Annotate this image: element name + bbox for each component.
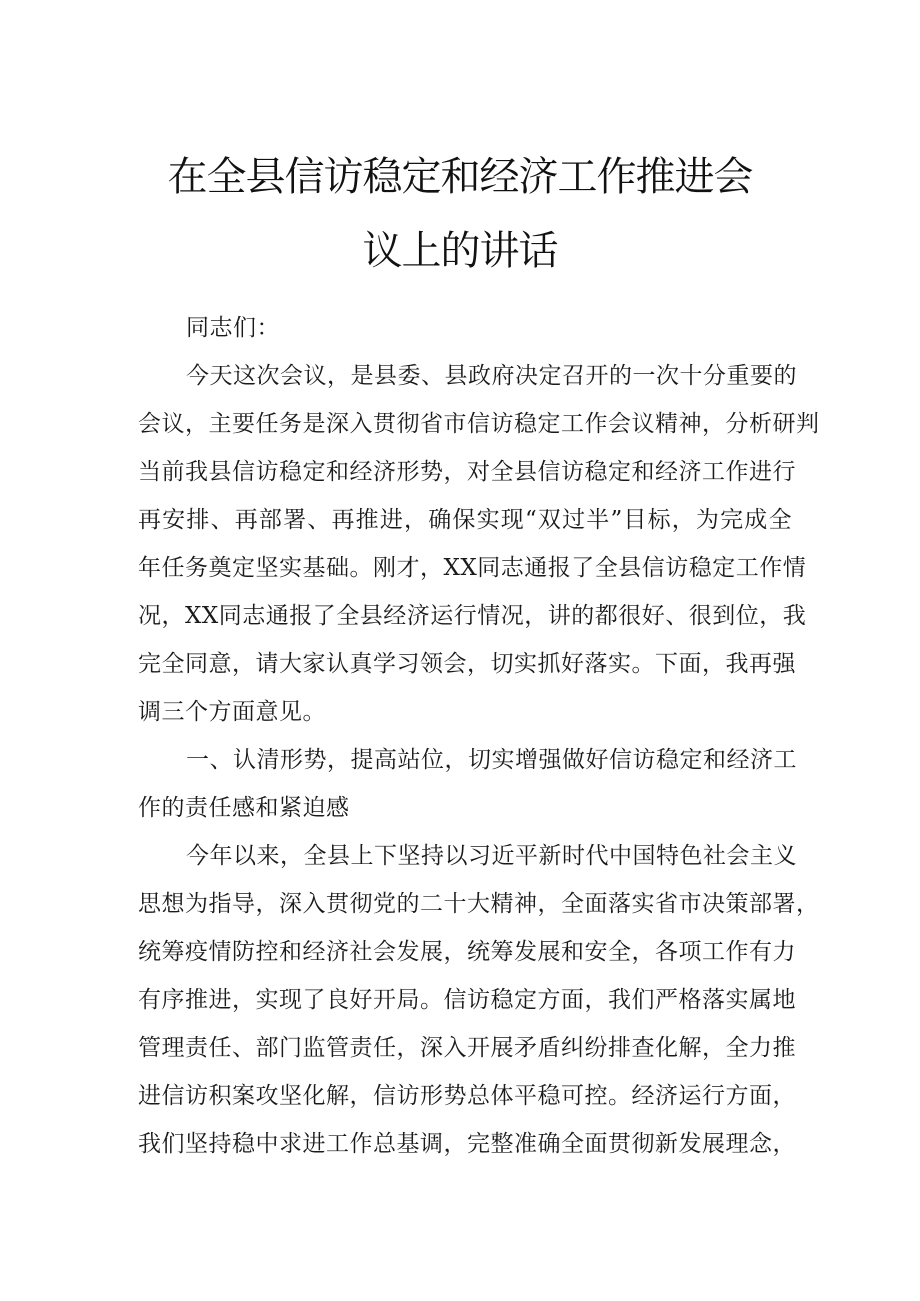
paragraph-1-line-1: 今天这次会议，是县委、县政府决定召开的一次十分重要的	[186, 363, 797, 389]
paragraph-1-line-6: 况，XX同志通报了全县经济运行情况，讲的都很好、很到位，我	[138, 603, 807, 629]
document-title-line-2: 议上的讲话	[362, 228, 558, 274]
section-1-heading-line-2: 作的责任感和紧迫感	[138, 795, 350, 821]
paragraph-2-line-1: 今年以来，全县上下坚持以习近平新时代中国特色社会主义	[186, 843, 797, 869]
document-title-line-1: 在全县信访稳定和经济工作推进会	[167, 154, 753, 200]
paragraph-2-line-6: 进信访积案攻坚化解，信访形势总体平稳可控。经济运行方面，	[138, 1083, 796, 1109]
paragraph-2-line-4: 有序推进，实现了良好开局。信访稳定方面，我们严格落实属地	[138, 987, 796, 1013]
salutation: 同志们：	[186, 315, 280, 341]
paragraph-2-line-3: 统筹疫情防控和经济社会发展，统筹发展和安全，各项工作有力	[138, 939, 796, 965]
paragraph-1-line-2: 会议，主要任务是深入贯彻省市信访稳定工作会议精神，分析研判	[138, 411, 820, 437]
paragraph-2-line-2: 思想为指导，深入贯彻党的二十大精神，全面落实省市决策部署，	[138, 891, 820, 917]
paragraph-1-line-5: 年任务奠定坚实基础。刚才，XX同志通报了全县信访稳定工作情	[138, 555, 807, 581]
paragraph-1-line-3: 当前我县信访稳定和经济形势，对全县信访稳定和经济工作进行	[138, 459, 796, 485]
paragraph-2-line-7: 我们坚持稳中求进工作总基调，完整准确全面贯彻新发展理念，	[138, 1131, 796, 1157]
section-1-heading-line-1: 一、认清形势，提高站位，切实增强做好信访稳定和经济工	[186, 747, 797, 773]
paragraph-1-line-7: 完全同意，请大家认真学习领会，切实抓好落实。下面，我再强	[138, 651, 796, 677]
paragraph-1-line-4: 再安排、再部署、再推进，确保实现“双过半”目标，为完成全	[138, 507, 792, 533]
paragraph-2-line-5: 管理责任、部门监管责任，深入开展矛盾纠纷排查化解，全力推	[138, 1035, 796, 1061]
paragraph-1-line-8: 调三个方面意见。	[138, 699, 326, 725]
